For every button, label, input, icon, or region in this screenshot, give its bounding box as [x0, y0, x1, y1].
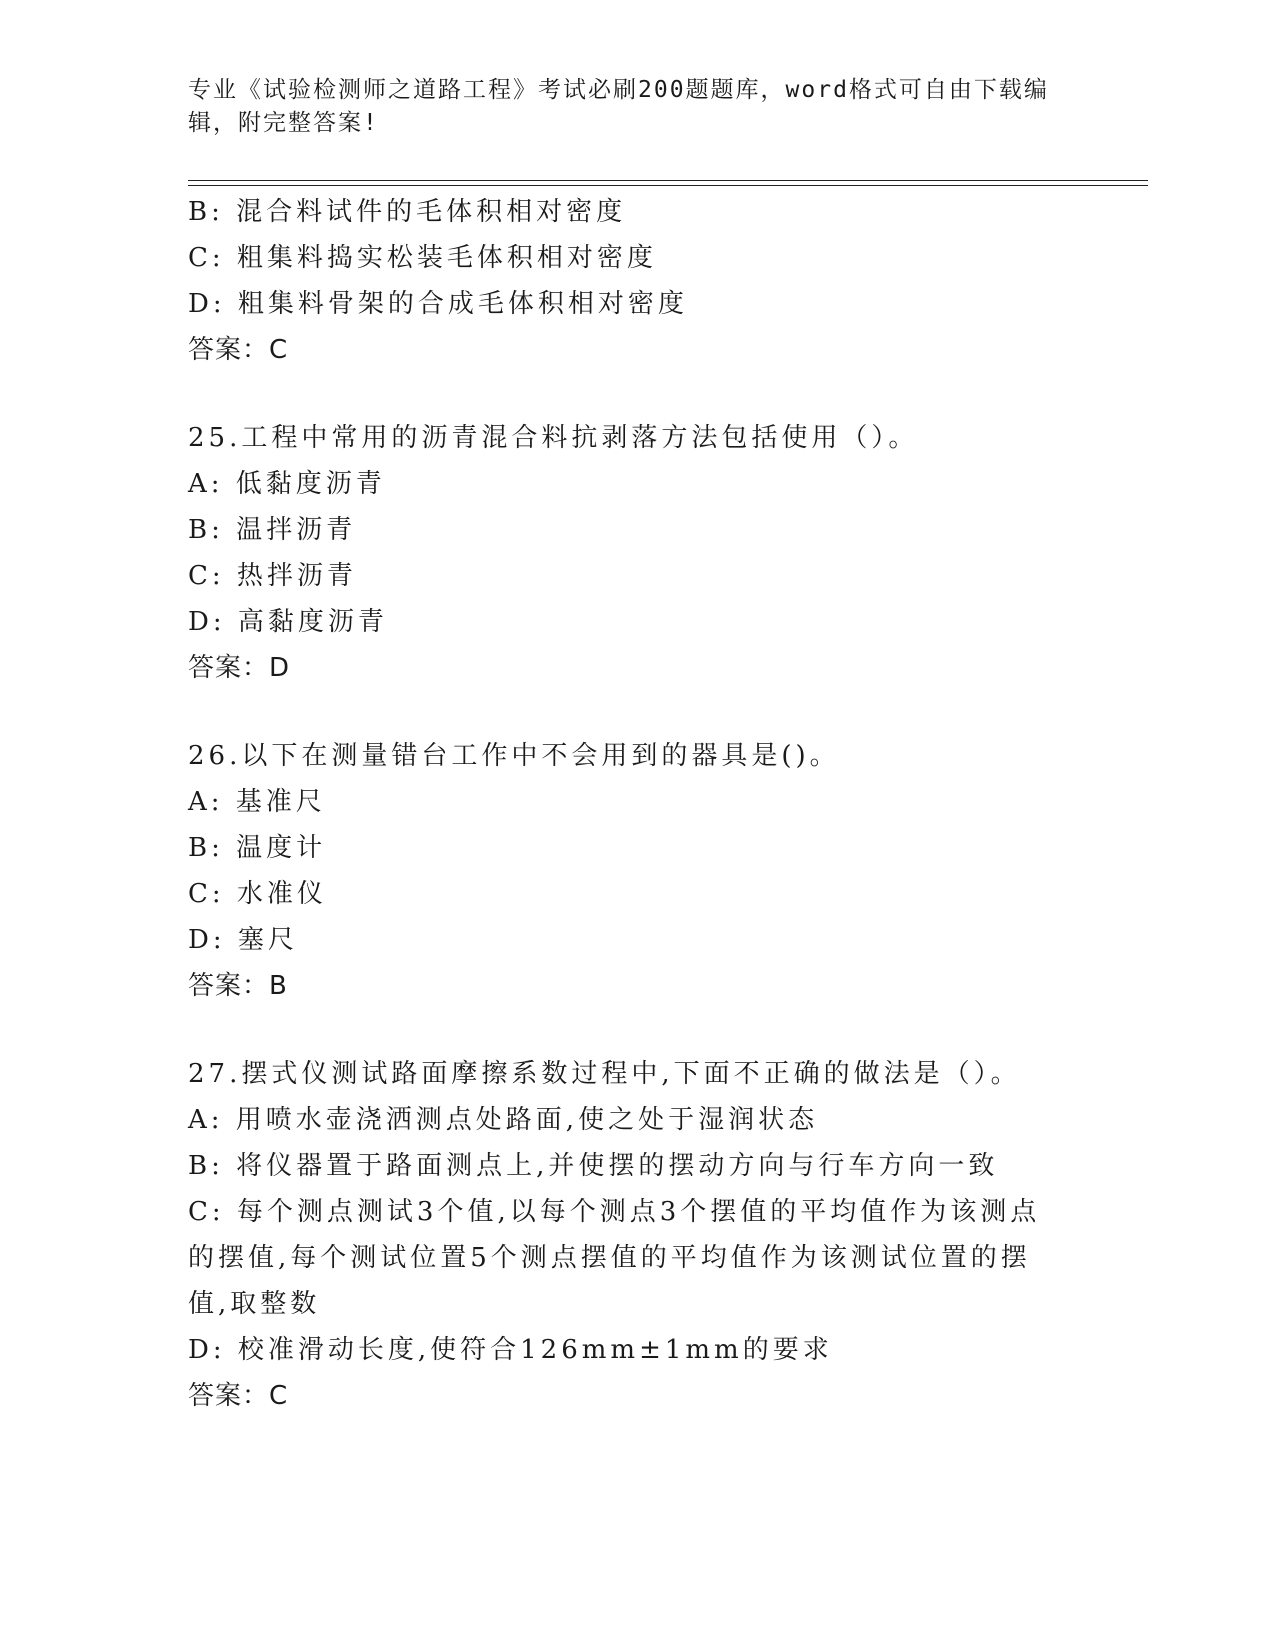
- spacer: [188, 373, 1068, 415]
- question-stem: 25.工程中常用的沥青混合料抗剥落方法包括使用（）。: [188, 423, 919, 453]
- header-divider: [188, 180, 1148, 186]
- option-c: C: 水准仪: [188, 879, 327, 909]
- option-c: C: 每个测点测试3个值,以每个测点3个摆值的平均值作为该测点的摆值,每个测试位置5个测点摆值的平均值作为该测试位置的摆值,取整数: [188, 1197, 1041, 1319]
- option-b: B: 温度计: [188, 833, 327, 863]
- document-header: [188, 74, 1078, 140]
- option-c: C: 热拌沥青: [188, 561, 357, 591]
- answer-line: 答案：C: [188, 335, 289, 365]
- question-list: [188, 189, 1068, 1419]
- answer-line: 答案：C: [188, 1381, 289, 1411]
- question-block-previous: [188, 189, 1068, 373]
- option-b: B: 混合料试件的毛体积相对密度: [188, 197, 627, 227]
- option-a: A: 用喷水壶浇洒测点处路面,使之处于湿润状态: [188, 1105, 819, 1135]
- spacer: [188, 691, 1068, 733]
- question-stem: 26.以下在测量错台工作中不会用到的器具是()。: [188, 741, 840, 771]
- option-a: A: 低黏度沥青: [188, 469, 386, 499]
- answer-line: 答案：D: [188, 653, 291, 683]
- option-a: A: 基准尺: [188, 787, 326, 817]
- option-b: B: 将仪器置于路面测点上,并使摆的摆动方向与行车方向一致: [188, 1151, 999, 1181]
- header-title: 专业《试验检测师之道路工程》考试必刷200题题库，word格式可自由下载编辑，附完整答案!: [188, 77, 1049, 136]
- spacer: [188, 1009, 1068, 1051]
- question-stem: 27.摆式仪测试路面摩擦系数过程中,下面不正确的做法是（）。: [188, 1059, 1021, 1089]
- option-b: B: 温拌沥青: [188, 515, 357, 545]
- question-25: [188, 415, 1068, 691]
- question-27: [188, 1051, 1068, 1419]
- question-26: [188, 733, 1068, 1009]
- option-d: D: 粗集料骨架的合成毛体积相对密度: [188, 289, 688, 319]
- option-d: D: 高黏度沥青: [188, 607, 388, 637]
- answer-line: 答案：B: [188, 971, 288, 1001]
- option-d: D: 校准滑动长度,使符合126mm±1mm的要求: [188, 1335, 833, 1365]
- option-d: D: 塞尺: [188, 925, 298, 955]
- option-c: C: 粗集料捣实松装毛体积相对密度: [188, 243, 657, 273]
